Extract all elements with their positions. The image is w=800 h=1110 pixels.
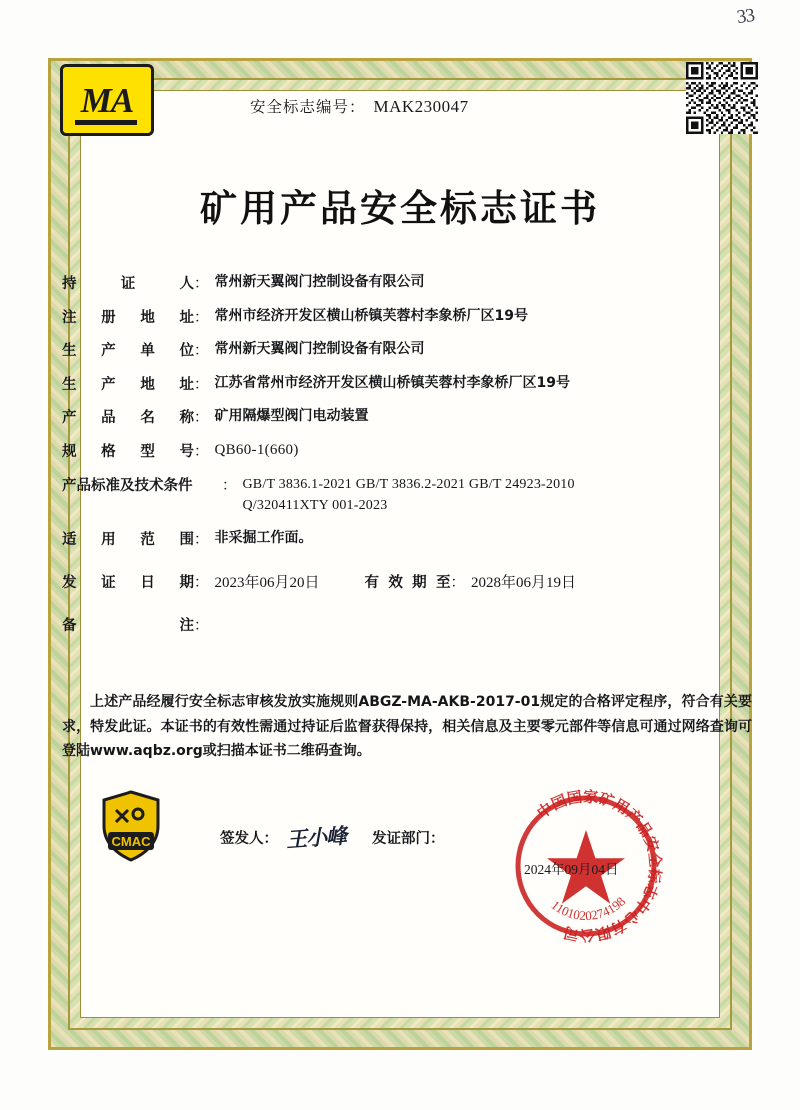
field-row-product-name [62,406,662,427]
field-label-registered-address: 注册地址 [62,309,194,326]
signature-row [220,822,445,852]
field-colon: ： [194,309,209,326]
page-title: 矿用产品安全标志证书 [200,187,600,230]
field-colon: ： [450,575,465,592]
field-row-model [62,440,662,462]
serial-value: MAK230047 [373,97,469,116]
svg-text:1101020274198: 1101020274198 [548,893,629,924]
field-value-production-address: 江苏省常州市经济开发区横山桥镇芙蓉村李象桥厂区19号 [214,374,570,391]
signer-label: 签发人 [220,830,264,847]
field-label-valid-until: 有效期至 [364,575,451,592]
field-value-manufacturer: 常州新天翼阀门控制设备有限公司 [214,341,425,357]
ma-logo-underline [75,120,137,125]
field-row-dates [62,571,662,592]
field-label-holder: 持 证 人 [62,276,194,292]
signer-handwritten-name: 王小峰 [285,823,347,853]
signer-colon: ： [263,830,278,847]
field-value-registered-address: 常州市经济开发区横山桥镇芙蓉村李象桥厂区19号 [214,307,528,324]
field-colon: ： [194,376,209,393]
field-row-manufacturer [62,339,662,360]
field-value-product-name: 矿用隔爆型阀门电动装置 [214,408,369,424]
field-row-standards [62,474,662,516]
official-red-seal [500,780,672,952]
field-colon: ： [194,443,209,460]
ma-logo-label: MA [80,80,134,120]
field-label-scope: 适用范围 [62,532,194,549]
field-colon: ： [194,276,209,292]
field-label-model: 规格型号 [62,443,194,460]
department-colon: ： [430,830,445,847]
qr-code-icon [686,62,758,134]
field-value-model: QB60-1(660) [214,441,299,458]
serial-label: 安全标志编号： [250,98,366,116]
field-row-note [62,614,662,635]
cmac-shield-svg [100,790,162,862]
cmac-shield-icon [100,790,162,862]
qr-code-svg [686,62,758,134]
svg-text:CMAC: CMAC [111,834,151,849]
ma-logo-icon [60,64,154,136]
field-value-issue-date: 2023年06月20日 [214,575,320,592]
field-value-scope: 非采掘工作面。 [214,530,313,547]
field-colon: ： [194,575,209,592]
field-row-production-address [62,373,662,394]
safety-mark-serial [250,95,469,117]
field-colon: ： [194,618,209,635]
field-colon: ： [194,343,209,359]
field-row-scope [62,528,662,549]
field-row-registered-address [62,306,662,327]
svg-text:中国国家矿用产品安全标志中心有限公司: 中国国家矿用产品安全标志中心有限公司 [534,789,663,943]
issuing-department-label: 发证部门 [372,830,430,847]
field-label-standards: 产品标准及技术条件 [62,477,193,494]
seal-date: 2024年09月04日 [524,862,619,877]
certificate-statement: 上述产品经履行安全标志审核发放实施规则ABGZ-MA-AKB-2017-01规定的合格评定程序，符合有关要求，特发此证。本证书的有效性需通过持证后监督获得保持，相关信息及主要零元部件等信息可通过网络查询可登陆www.aqbz.org或扫描本证书二维码查询。 [62,694,752,759]
field-label-production-address: 生产地址 [62,376,194,393]
field-value-valid-until: 2028年06月19日 [471,575,577,592]
field-value-holder: 常州新天翼阀门控制设备有限公司 [214,274,425,290]
field-colon: ： [194,410,209,426]
field-label-note: 备 注 [62,618,194,635]
field-label-product-name: 产品名称 [62,410,194,426]
certificate-fields [62,272,662,648]
handwritten-page-number: 33 [735,4,756,29]
field-row-holder [62,272,662,293]
field-value-standards: GB/T 3836.1-2021 GB/T 3836.2-2021 GB/T 24923-2010 Q/320411XTY 001-2023 [242,476,575,513]
field-label-manufacturer: 生产单位 [62,343,194,359]
field-colon: ： [222,477,237,494]
field-colon: ： [194,532,209,549]
field-label-issue-date: 发证日期 [62,575,194,592]
